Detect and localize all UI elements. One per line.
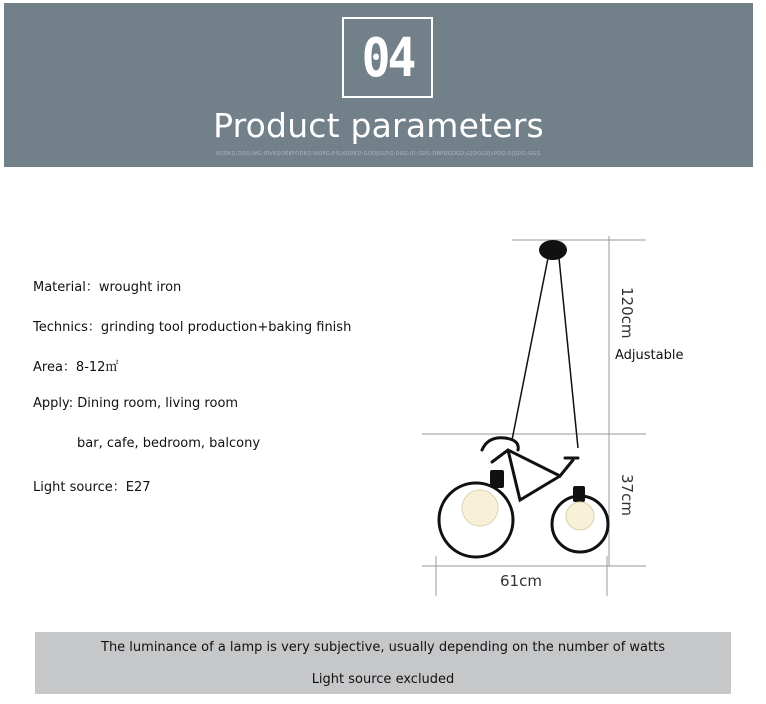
- spec-label: Light source：: [33, 480, 126, 495]
- spec-label: Apply:: [33, 396, 74, 411]
- section-number: 04: [361, 26, 414, 89]
- spec-value: E27: [125, 480, 151, 495]
- dimension-lamp-height-label: 37cm: [618, 474, 636, 516]
- page-title: Product parameters: [213, 106, 544, 145]
- spec-label: Technics：: [33, 320, 101, 335]
- spec-label: Area：: [33, 360, 76, 375]
- footer-note-panel: [35, 632, 731, 694]
- dimension-width-label: 61cm: [500, 572, 542, 590]
- footer-note-line1: The luminance of a lamp is very subjective, usually depending on the number of watts: [101, 640, 665, 655]
- decorative-subtitle-text: KODKG;DOG;WG;IDVEQOEKFODKO;WOPG;ESLKODKD;GODJGLDG;DOG;ID;GDG;DBPDGDGD;G[DGLD[LPDG;D[GDG;GGG: [216, 151, 541, 157]
- spec-value: bar, cafe, bedroom, balcony: [77, 436, 261, 451]
- dimension-lines: [422, 236, 646, 596]
- spec-value: Dining room, living room: [77, 396, 239, 411]
- spec-value: wrought iron: [98, 280, 182, 295]
- spec-value: grinding tool production+baking finish: [100, 320, 352, 335]
- suspension-wires: [512, 258, 578, 448]
- footer-note-line2: Light source excluded: [311, 672, 455, 687]
- dimension-height-label: 120cm: [618, 287, 636, 339]
- spec-label: Material：: [33, 280, 99, 295]
- spec-value: 8-12㎡: [75, 360, 119, 375]
- adjustable-label: Adjustable: [615, 348, 684, 363]
- ceiling-canopy: [539, 240, 567, 260]
- rear-bulb: [566, 502, 594, 530]
- front-bulb: [462, 490, 498, 526]
